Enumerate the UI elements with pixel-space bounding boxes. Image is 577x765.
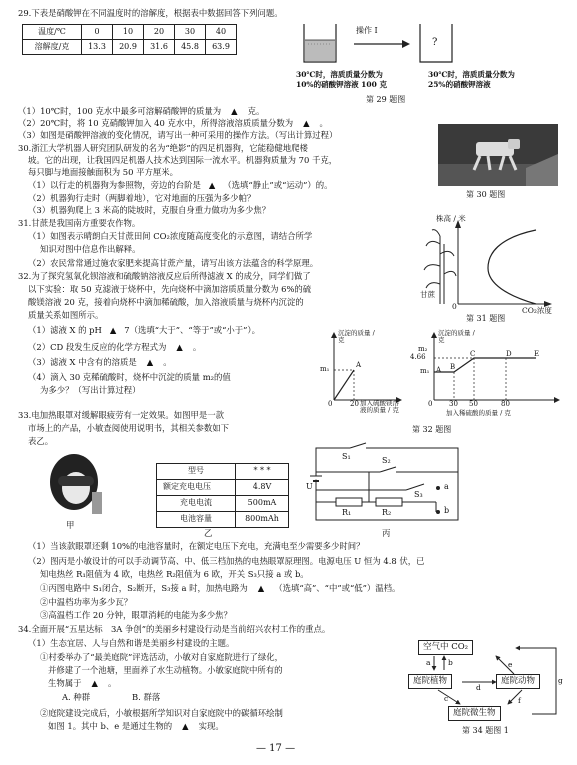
q31-sub1a: （1）如图表示晴朗白天甘蔗田间 CO₂浓度随高度变化的示意图，请结合所学: [28, 231, 313, 241]
q34-sub1c-text: 生物属于: [48, 678, 82, 688]
q33-sub2a: （2）图丙是小敏设计的可以手动调节高、中、低三档加热的电热眼罩原理图。电源电压 U 恒为 4.8 伏，已: [28, 556, 425, 566]
left-chart-y-label: 沉淀的质量 / 克: [338, 329, 375, 345]
spec-label: 额定充电电压: [157, 480, 236, 496]
answer-blank: ▲: [182, 721, 189, 731]
q33-sub1: （1）当该款眼罩还剩 10%的电池容量时，在额定电压下充电，充满电至少需要多少时间？: [28, 541, 365, 551]
q34-sub1d: ②庭院建设完成后，小敏根据所学知识对自家庭院中的碳循环绘制: [40, 708, 283, 718]
arrow-label-d: d: [476, 683, 481, 692]
spec-table: [156, 463, 289, 528]
answer-blank: ▲: [257, 583, 265, 593]
circuit-r1: R₁: [342, 508, 352, 517]
q32-sub2-end: 。: [192, 342, 202, 352]
right-chart-point-e: E: [534, 350, 540, 358]
right-chart-point-b: B: [450, 363, 456, 371]
chart-origin: 0: [452, 302, 457, 311]
table-cell: 30: [175, 25, 206, 40]
q32-right-chart: [406, 330, 566, 420]
spec-label: 充电电流: [157, 496, 236, 512]
q34-sub1: （1）生态宜居、人与自然和谐是美丽乡村建设的主题。: [28, 638, 235, 648]
answer-blank: ▲: [176, 342, 183, 352]
q34-sub1e-end: 实现。: [198, 721, 224, 731]
right-chart-m2: m₂: [418, 345, 428, 353]
right-beaker-line-1: 30℃时，溶质质量分数为: [428, 70, 515, 79]
arrow-label-a: a: [426, 658, 431, 667]
chart-y-label: 株高 / 米: [436, 214, 466, 223]
answer-blank: ▲: [146, 357, 154, 367]
left-beaker-line-2: 10%的硝酸钾溶液 100 克: [296, 79, 387, 89]
table-cell: 0: [82, 25, 113, 40]
solubility-table: [22, 24, 237, 55]
q32-sub4a: （4）滴入 30 克稀硫酸时，烧杯中沉淀的质量 m₂的值: [28, 372, 231, 382]
arrow-label-c: c: [444, 694, 449, 703]
q29-sub2: [18, 118, 328, 129]
q33-line1: 33.电加热眼罩对缓解眼疲劳有一定效果。如图甲是一款: [18, 410, 224, 420]
right-chart-point-a: A: [436, 366, 442, 374]
microbe-box: 庭院微生物: [448, 706, 501, 721]
q32-sub2-text: （2）CD 段发生反应的化学方程式为: [28, 342, 167, 352]
q33-sub2e: ③高温档工作 20 分钟，眼罩消耗的电能为多少焦？: [40, 610, 232, 620]
q33-sub2d: ②中温档功率为多少瓦？: [40, 597, 133, 607]
table-cell: 40: [206, 25, 237, 40]
q32-line3: 酸镁溶液 20 克，接着向烧杯中滴加稀硫酸，加入溶液质量与烧杯内沉淀的: [28, 297, 304, 307]
q32-sub3-text: （3）滤液 X 中含有的溶质是: [28, 357, 137, 367]
operation-label: 操作 I: [356, 26, 378, 35]
right-chart-466: 4.66: [410, 353, 426, 361]
table-cell: 13.3: [82, 40, 113, 55]
spec-label: 电池容量: [157, 512, 236, 528]
answer-blank: ▲: [91, 678, 98, 688]
beaker-diagram: [296, 14, 566, 72]
arrow-label-e: e: [508, 660, 513, 669]
spec-header: 型号: [157, 464, 236, 480]
spec-value: 800mAh: [236, 512, 289, 528]
label-bing: 丙: [382, 528, 391, 538]
answer-blank: ▲: [231, 106, 238, 116]
right-chart-x-80: 80: [501, 400, 510, 408]
q34-sub1c-end: 。: [107, 678, 117, 688]
q34-option-a: A. 种群: [62, 692, 91, 702]
table-cell: 20: [144, 25, 175, 40]
q32-sub3: [28, 357, 172, 368]
right-beaker-line-2: 25%的硝酸钾溶液: [428, 79, 491, 89]
q31-sub2: （2）农民常常通过施农家肥来提高甘蔗产量，请写出该方法蕴含的科学原理。: [28, 258, 319, 268]
animal-box: 庭院动物: [496, 674, 540, 689]
q30-sub3: （3）机器狗爬上 3 米高的陡坡时，克服自身重力做功为多少焦？: [28, 205, 271, 215]
right-chart-x-label: 加入稀硫酸的质量 / 克: [446, 409, 511, 417]
circuit-a: a: [444, 482, 449, 491]
unknown-beaker-mark: ?: [432, 37, 438, 48]
q29-sub3: （3）如图是硝酸钾溶液的变化情况，请写出一种可采用的操作方法。（写出计算过程）: [18, 130, 338, 140]
table-cell: 10: [113, 25, 144, 40]
table-cell: 20.9: [113, 40, 144, 55]
q30-sub1-end: （选填“静止”或“运动”）的。: [223, 180, 333, 190]
q30-line3: 每只脚与地面接触面积为 50 平方厘米。: [28, 167, 178, 177]
q32-line4: 质量关系如图所示。: [28, 310, 104, 320]
q34-stem: 34.全面开展“五星达标 3A 争创”的美丽乡村建设行动是当前绍兴农村工作的重点。: [18, 624, 331, 634]
q29-sub2-end: 。: [319, 118, 328, 128]
q31-caption: 第 31 题图: [466, 314, 506, 323]
left-chart-x-label: 加入硫酸镁溶液的质量 / 克: [360, 399, 399, 415]
answer-blank: ▲: [208, 180, 216, 190]
answer-blank: ▲: [109, 325, 117, 335]
q32-sub4b: 为多少？（写出计算过程）: [40, 385, 141, 395]
right-chart-y-label: 沉淀的质量 / 克: [438, 329, 475, 345]
page-number: — 17 —: [256, 743, 296, 754]
q30-line1: 30.浙江大学机器人研究团队研发的名为“绝影”的四足机器狗，它能稳健地爬楼: [18, 143, 308, 153]
q34-option-b: B. 群落: [132, 692, 161, 702]
carbon-cycle-diagram: [404, 638, 566, 724]
spec-value: 500mA: [236, 496, 289, 512]
table-row-label: 温度/℃: [23, 25, 82, 40]
answer-blank: ▲: [303, 118, 310, 128]
right-beaker-text: [428, 70, 515, 90]
q33-line2: 市场上的产品，小敏查阅使用说明书，其相关参数如下: [28, 423, 229, 433]
left-chart-origin: 0: [328, 400, 333, 408]
right-chart-point-d: D: [506, 350, 512, 358]
robot-dog-photo: [438, 124, 558, 186]
eye-mask-photo: [34, 452, 118, 516]
circuit-s1: S₁: [342, 452, 351, 461]
q30-sub1: [28, 180, 333, 191]
q29-sub2-text: （2）20℃时，将 10 克硝酸钾加入 40 克水中，所得溶液溶质质量分数为: [18, 118, 294, 128]
table-row-label: 溶解度/克: [23, 40, 82, 55]
left-beaker-line-1: 30℃时，溶质质量分数为: [296, 70, 383, 79]
q29-sub1-end: 克。: [247, 106, 265, 116]
spec-value: 4.8V: [236, 480, 289, 496]
q29-stem: 29.下表是硝酸钾在不同温度时的溶解度，根据表中数据回答下列问题。: [18, 8, 283, 18]
air-co2-box: 空气中 CO₂: [418, 640, 473, 655]
q31-figure: [418, 214, 568, 324]
q32-caption: 第 32 题图: [412, 425, 452, 434]
table-cell: 45.8: [175, 40, 206, 55]
q32-sub2: [28, 342, 201, 353]
q32-sub1-text: （1）滤液 X 的 pH: [28, 325, 102, 335]
q33-line3: 表乙。: [28, 436, 54, 446]
right-chart-x-30: 30: [449, 400, 458, 408]
right-chart-x-50: 50: [469, 400, 478, 408]
q30-sub1-text: （1）以行走的机器狗为参照物，旁边的台阶是: [28, 180, 201, 190]
circuit-s3: S₃: [414, 490, 423, 499]
q29-figure: [296, 14, 566, 102]
q32-line1: 32.为了探究氢氧化钡溶液和硫酸钠溶液反应后所得滤液 X 的成分，同学们做了: [18, 271, 311, 281]
q33-sub2b: 知电热丝 R₁阻值为 4 欧，电热丝 R₂阻值为 6 欧，开关 S₃只接 a 或 b。: [40, 569, 309, 579]
q31-stem: 31.甘蔗是我国南方重要农作物。: [18, 218, 141, 228]
spec-header-value: * * *: [236, 464, 289, 480]
q32-sub1-end: 7（选填“大于”、“等于”或“小于”）。: [124, 325, 260, 335]
q30-line2: 坡。它的出现，让我国四足机器人技术达到国际一流水平。机器狗质量为 70 千克，: [28, 155, 338, 165]
label-yi: 乙: [204, 528, 213, 538]
q33-sub2c-end: （选填“高”、“中”或“低”）温档。: [274, 583, 401, 593]
left-chart-point-a: A: [356, 361, 362, 369]
q29-sub1: [18, 106, 264, 117]
eye-mask-image: [34, 452, 118, 516]
left-chart-x-20: 20: [350, 400, 359, 408]
precipitate-h2so4-chart: [406, 330, 566, 410]
q33-sub2c-text: ①丙图电路中 S₁闭合，S₂断开，S₃接 a 时，加热电路为: [40, 583, 248, 593]
co2-height-chart: [418, 214, 568, 314]
circuit-s2: S₂: [382, 456, 391, 465]
arrow-label-f: f: [518, 696, 521, 705]
q30-sub2: （2）机器狗行走时（两脚着地），它对地面的压强为多少帕？: [28, 193, 256, 203]
right-chart-point-c: C: [470, 350, 476, 358]
chart-x-label: CO₂浓度: [522, 306, 552, 315]
label-jia: 甲: [66, 520, 75, 530]
heater-circuit: [306, 440, 468, 530]
table-cell: 31.6: [144, 40, 175, 55]
q30-caption: 第 30 题图: [466, 190, 506, 199]
circuit-b: b: [444, 506, 450, 515]
q32-sub3-end: 。: [163, 357, 172, 367]
circuit-r2: R₂: [382, 508, 392, 517]
left-chart-m1: m₁: [320, 365, 330, 373]
q31-sub1b: 知识对图中信息作出解释。: [40, 244, 141, 254]
q29-caption: 第 29 题图: [366, 95, 406, 104]
q34-sub1e: [48, 721, 224, 732]
q33-sub2c: [40, 583, 400, 594]
q34-sub1e-text: 如图 1。其中 b、e 是通过生物的: [48, 721, 173, 731]
q32-left-chart: [312, 330, 402, 420]
q29-sub1-text: （1）10℃时，100 克水中最多可溶解硝酸钾的质量为: [18, 106, 222, 116]
q34-sub1c: [48, 678, 116, 689]
left-beaker-text: [296, 70, 387, 90]
right-chart-origin: 0: [428, 400, 433, 408]
table-cell: 63.9: [206, 40, 237, 55]
q34-sub1b: 并修建了一个池塘，里面养了水生动植物。小敏家庭院中所有的: [48, 665, 283, 675]
right-chart-m1: m₁: [420, 367, 430, 375]
sugarcane-label: 甘蔗: [420, 290, 435, 299]
q32-line2: 以下实验：取 50 克滤液于烧杯中，先向烧杯中滴加溶质质量分数为 6%的硫: [28, 284, 312, 294]
arrow-label-b: b: [448, 658, 453, 667]
circuit-u: U: [306, 482, 313, 491]
robot-dog-image: [438, 124, 558, 186]
arrow-label-g: g: [558, 676, 563, 685]
q34-sub1a: ①村委举办了“最美庭院”评选活动，小敏对自家庭院进行了绿化，: [40, 652, 284, 662]
plant-box: 庭院植物: [408, 674, 452, 689]
q32-sub1: [28, 325, 260, 336]
q34-caption: 第 34 题图 1: [462, 726, 509, 735]
